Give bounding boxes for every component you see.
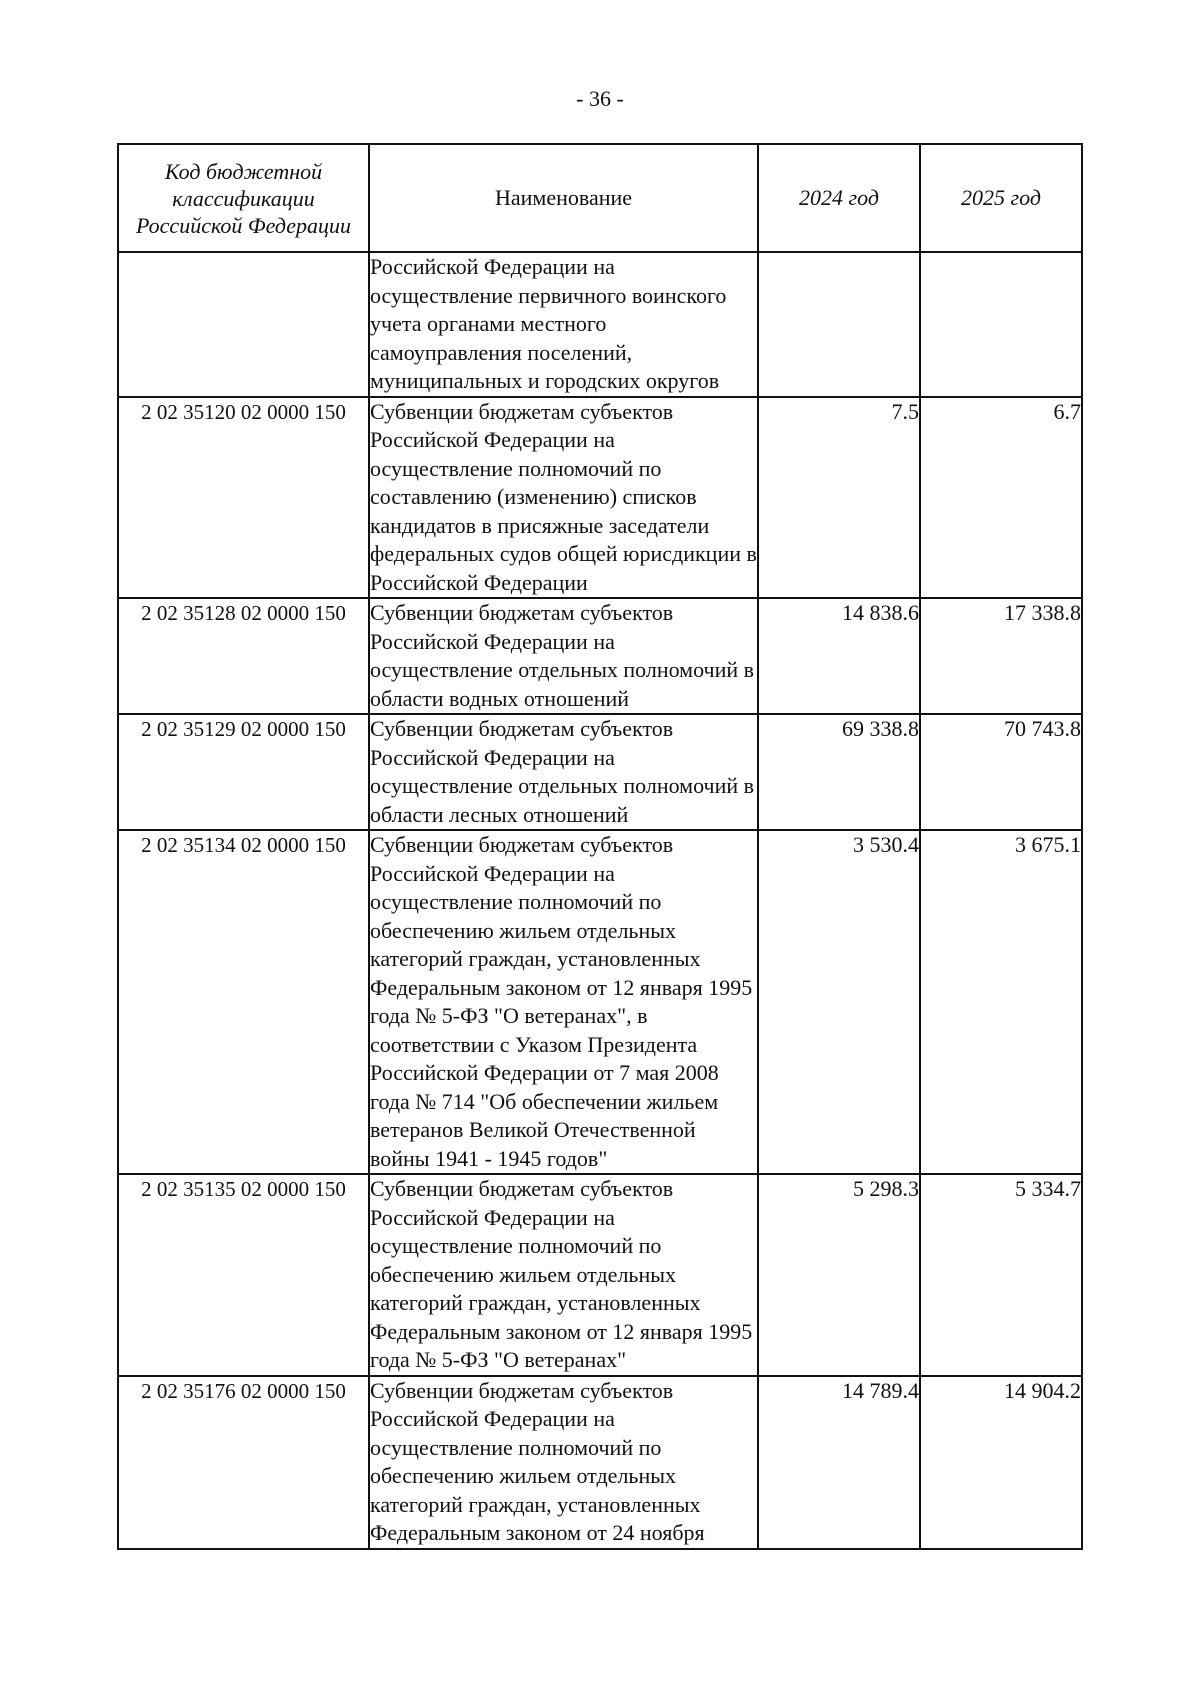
table-header-row xyxy=(118,144,1082,252)
table-row xyxy=(118,830,1082,1174)
row-code: 2 02 35120 02 0000 150 xyxy=(118,397,369,599)
row-2024-value xyxy=(758,252,920,397)
row-2024-value: 14 789.4 xyxy=(758,1376,920,1549)
row-2025-value: 70 743.8 xyxy=(920,714,1082,830)
row-code: 2 02 35135 02 0000 150 xyxy=(118,1174,369,1376)
row-name: Субвенции бюджетам субъектов Российской Федерации на осуществление полномочий по обеспечению жильем отдельных категорий граждан, установленных Федеральным законом от 12 января 1995 года № 5-ФЗ "О ветеранах", в соответствии с Указом Президента Российской Федерации от 7 мая 2008 года № 714 "Об обеспечении жильем ветеранов Великой Отечественной войны 1941 - 1945 годов" xyxy=(369,830,758,1174)
row-2025-value: 6.7 xyxy=(920,397,1082,599)
row-name: Субвенции бюджетам субъектов Российской Федерации на осуществление отдельных полномочий в области водных отношений xyxy=(369,598,758,714)
row-2024-value: 7.5 xyxy=(758,397,920,599)
row-code: 2 02 35134 02 0000 150 xyxy=(118,830,369,1174)
row-code: 2 02 35128 02 0000 150 xyxy=(118,598,369,714)
header-name: Наименование xyxy=(369,144,758,252)
row-name: Российской Федерации на осуществление первичного воинского учета органами местного самоуправления поселений, муниципальных и городских округов xyxy=(369,252,758,397)
table-row xyxy=(118,1174,1082,1376)
table-row xyxy=(118,1376,1082,1549)
budget-table xyxy=(117,143,1083,1550)
table-row xyxy=(118,714,1082,830)
row-2025-value xyxy=(920,252,1082,397)
row-name: Субвенции бюджетам субъектов Российской Федерации на осуществление полномочий по обеспечению жильем отдельных категорий граждан, установленных Федеральным законом от 24 ноября xyxy=(369,1376,758,1549)
row-2025-value: 14 904.2 xyxy=(920,1376,1082,1549)
row-2025-value: 3 675.1 xyxy=(920,830,1082,1174)
table-row xyxy=(118,252,1082,397)
row-name: Субвенции бюджетам субъектов Российской Федерации на осуществление отдельных полномочий в области лесных отношений xyxy=(369,714,758,830)
row-name: Субвенции бюджетам субъектов Российской Федерации на осуществление полномочий по обеспечению жильем отдельных категорий граждан, установленных Федеральным законом от 12 января 1995 года № 5-ФЗ "О ветеранах" xyxy=(369,1174,758,1376)
row-2025-value: 5 334.7 xyxy=(920,1174,1082,1376)
row-code xyxy=(118,252,369,397)
header-2025: 2025 год xyxy=(920,144,1082,252)
row-2024-value: 69 338.8 xyxy=(758,714,920,830)
row-name: Субвенции бюджетам субъектов Российской Федерации на осуществление полномочий по составлению (изменению) списков кандидатов в присяжные заседатели федеральных судов общей юрисдикции в Российской Федерации xyxy=(369,397,758,599)
row-2024-value: 5 298.3 xyxy=(758,1174,920,1376)
header-code: Код бюджетной классификации Российской Федерации xyxy=(118,144,369,252)
row-code: 2 02 35176 02 0000 150 xyxy=(118,1376,369,1549)
row-2024-value: 14 838.6 xyxy=(758,598,920,714)
row-code: 2 02 35129 02 0000 150 xyxy=(118,714,369,830)
row-2024-value: 3 530.4 xyxy=(758,830,920,1174)
page-number: - 36 - xyxy=(576,86,624,111)
table-row xyxy=(118,397,1082,599)
table-row xyxy=(118,598,1082,714)
row-2025-value: 17 338.8 xyxy=(920,598,1082,714)
header-2024: 2024 год xyxy=(758,144,920,252)
